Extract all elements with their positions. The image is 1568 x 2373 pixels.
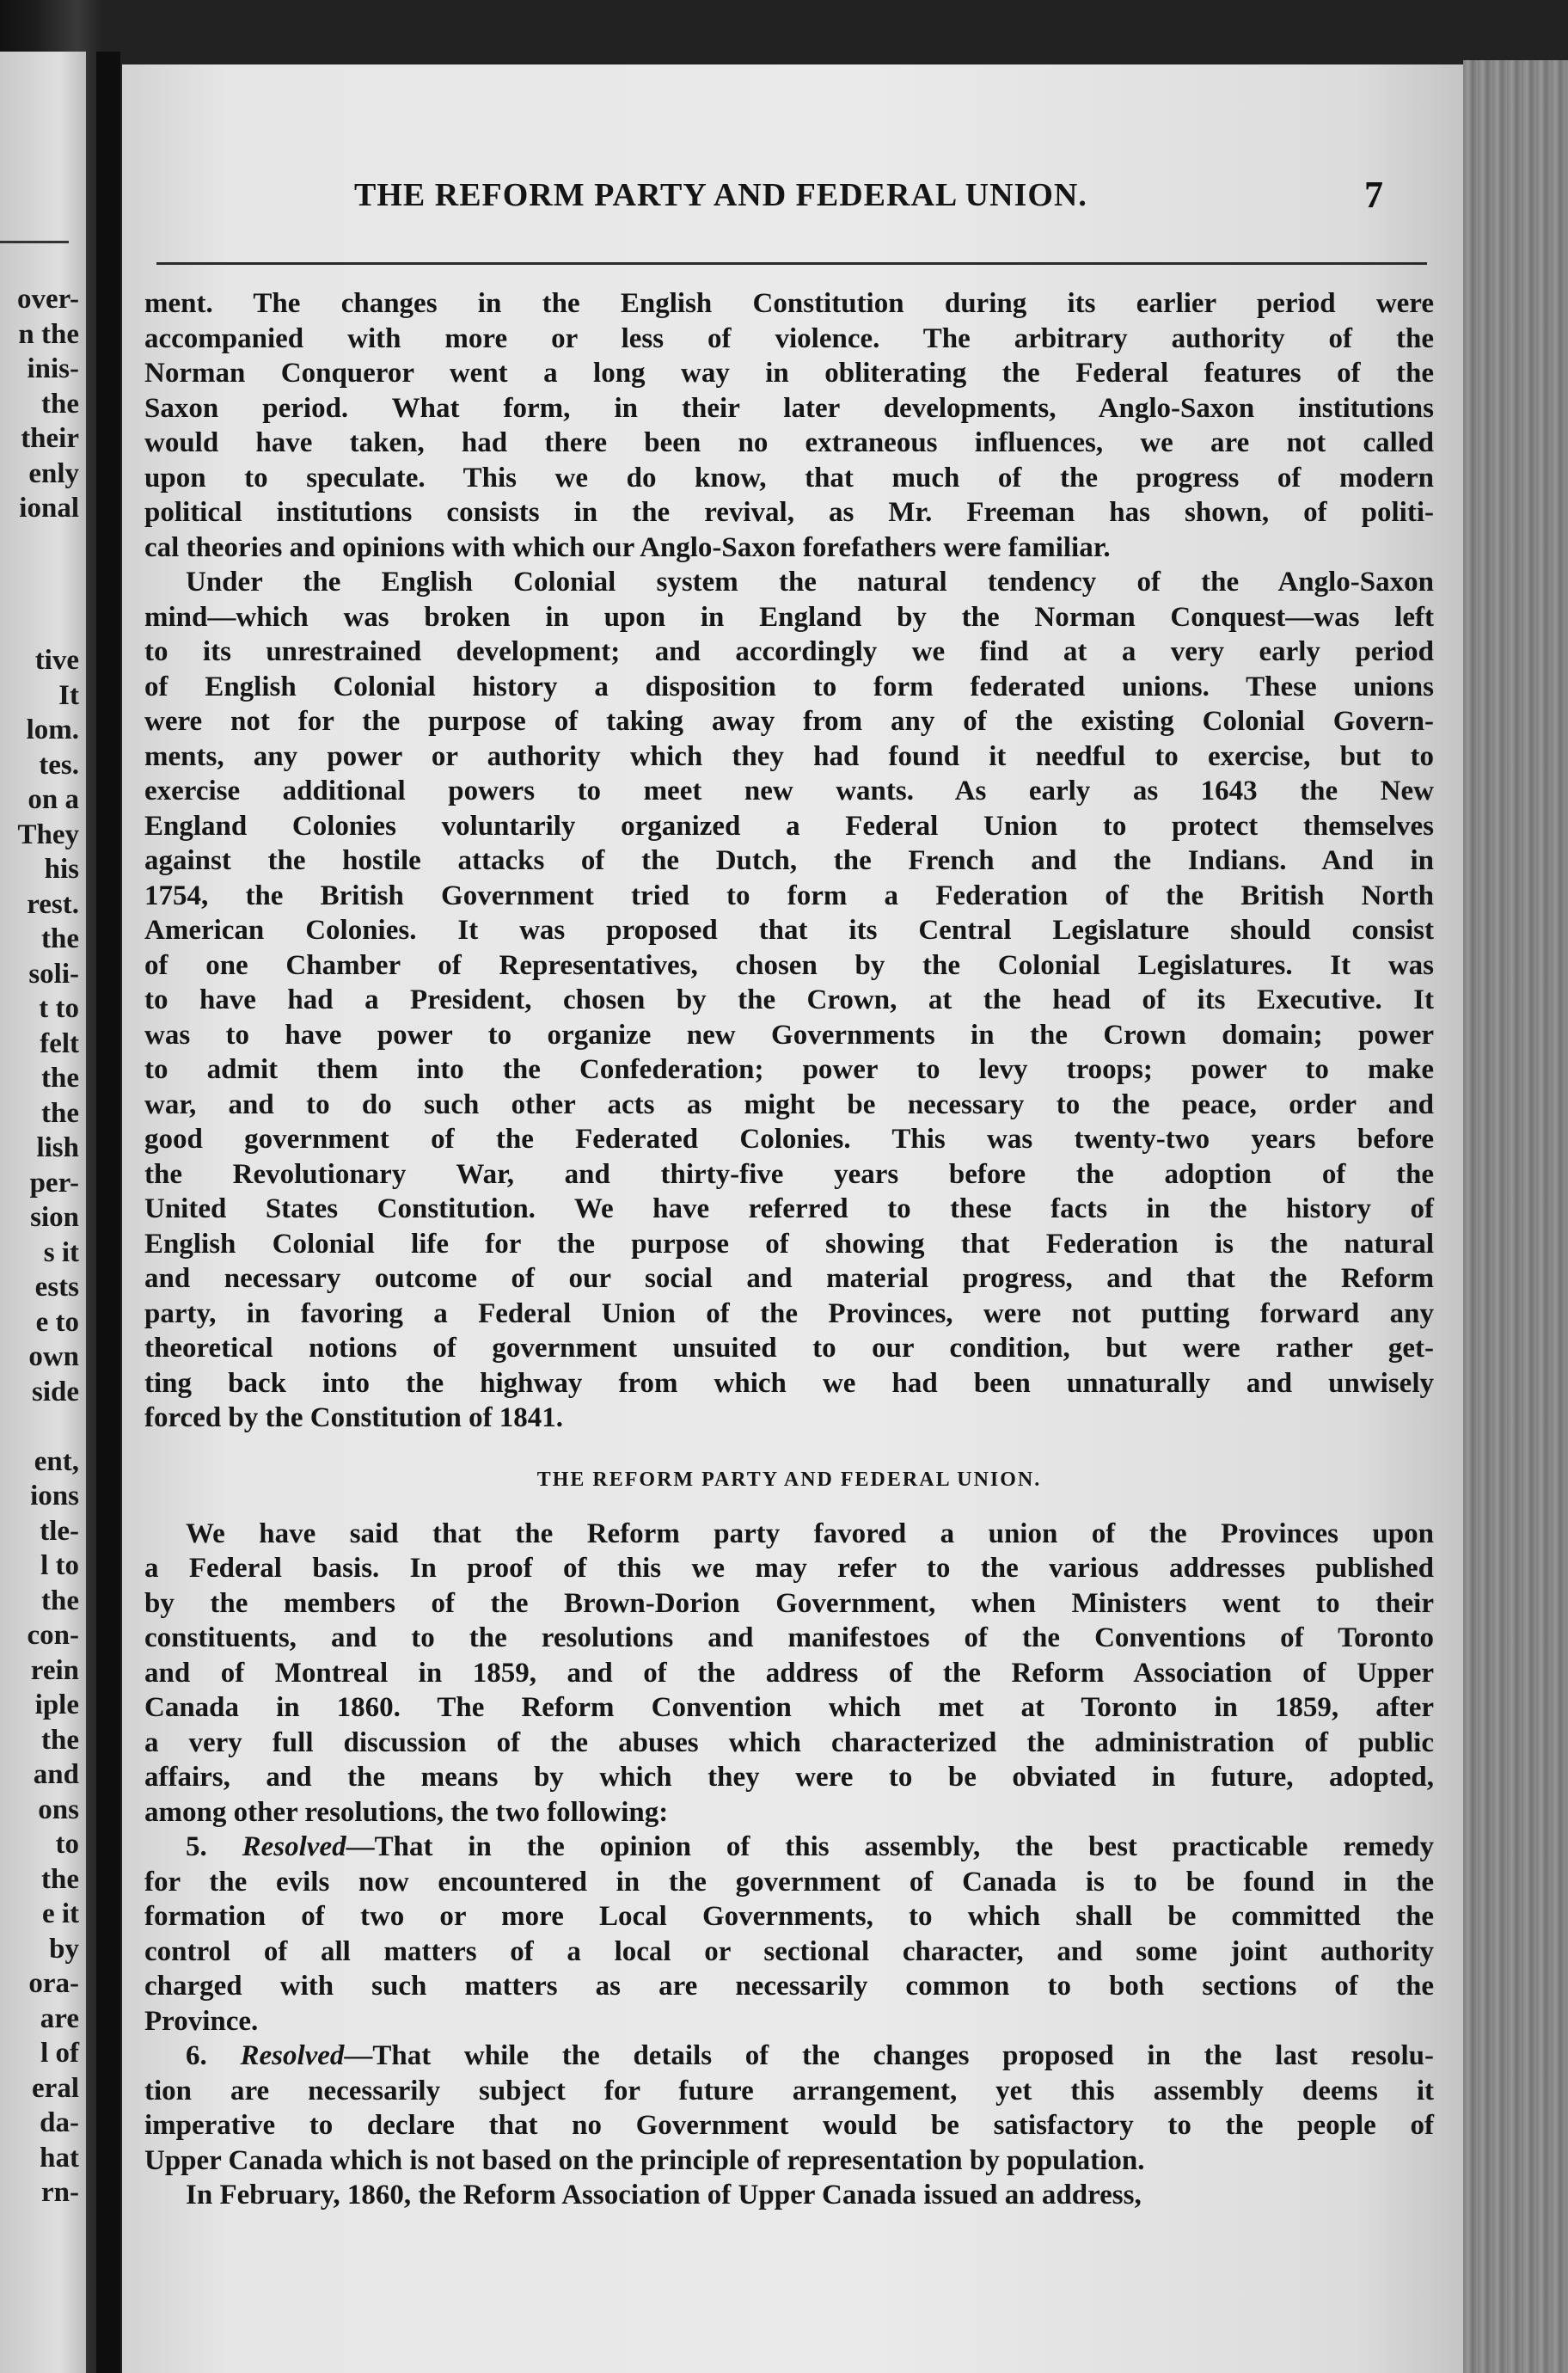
resolution-6-first-text: —That while the details of the changes proposed in the last resolu- [344,2040,1435,2071]
text-line: Canada in 1860. The Reform Convention which met at Toronto in 1859, after [144,1692,1434,1723]
resolution-5-first-line [144,1830,1434,1865]
left-fragment-line: their [21,423,79,454]
text-line: ting back into the highway from which we had been unnaturally and unwisely [144,1367,1434,1399]
page-edge-shadow [1463,60,1568,2373]
text-line: against the hostile attacks of the Dutch, the French and the Indians. And in [144,845,1434,876]
left-fragment-line: ons [38,1794,79,1825]
left-fragment-line: t to [39,993,79,1024]
left-fragment-line: and [33,1759,79,1790]
text-line: We have said that the Reform party favored a union of the Provinces upon [186,1518,1434,1549]
text-line: upon to speculate. This we do know, that much of the progress of modern [144,462,1434,494]
left-fragment-line: the [41,1097,79,1129]
text-line: by the members of the Brown-Dorion Government, when Ministers went to their [144,1587,1434,1619]
text-line: theoretical notions of government unsuited to our condition, but were rather get- [144,1333,1434,1364]
left-fragment-line: e it [41,1898,79,1929]
text-line: constituents, and to the resolutions and manifestoes of the Conventions of Toronto [144,1622,1434,1653]
header-rule [156,262,1427,265]
text-line: English Colonial life for the purpose of showing that Federation is the natural [144,1228,1434,1260]
left-fragment-line: lom. [26,714,79,745]
left-fragment-line: side [31,1376,79,1407]
text-line: a Federal basis. In proof of this we may refer to the various addresses published [144,1553,1434,1584]
left-fragment-line: rein [30,1654,79,1686]
left-fragment-line: con- [27,1620,79,1651]
text-line: American Colonies. It was proposed that its Central Legislature should consist [144,915,1434,946]
left-fragment-line: the [41,1863,79,1895]
text-line: Under the English Colonial system the natural tendency of the Anglo-Saxon [186,567,1434,598]
resolution-5-text [144,1865,1434,2039]
left-page-fragment [0,52,86,2373]
left-fragment-line: ional [19,493,79,524]
left-fragment-line: tes. [39,749,79,781]
text-line: and necessary outcome of our social and material progress, and that the Reform [144,1263,1434,1294]
left-fragment-line: ent, [34,1445,79,1477]
left-fragment-line: rest. [27,888,79,920]
left-fragment-line: per- [29,1167,79,1199]
resolution-5 [144,1830,1434,2039]
left-page-rule [0,241,69,243]
text-line: charged with such matters as are necessarily common to both sections of the [144,1971,1434,2002]
left-fragment-line: own [28,1341,79,1372]
text-line: ments, any power or authority which they had found it needful to exercise, but to [144,740,1434,772]
left-fragment-line: his [44,854,79,885]
left-fragment-line: lish [36,1132,79,1163]
left-fragment-line: ora- [28,1968,79,1999]
text-line: Province. [144,2005,259,2037]
left-fragment-line: l to [40,1550,79,1581]
resolution-6-number: 6. [186,2040,207,2071]
resolution-6 [144,2039,1434,2178]
text-line: to have had a President, chosen by the Crown, at the head of its Executive. It [144,984,1434,1015]
page-header [122,176,1463,228]
left-fragment-line: rn- [41,2177,79,2208]
text-line: to admit them into the Confederation; power to levy troops; power to make [144,1054,1434,1085]
text-line: control of all matters of a local or sectional character, and some joint authority [144,1935,1434,1967]
left-fragment-line: enly [28,457,79,489]
text-line: of one Chamber of Representatives, chosen by the Colonial Legislatures. It was [144,949,1434,981]
text-line: United States Constitution. We have referred to these facts in the history of [144,1193,1434,1224]
text-line: political institutions consists in the revival, as Mr. Freeman has shown, of politi- [144,497,1434,528]
final-line: In February, 1860, the Reform Association of Upper Canada issued an address, [186,2180,1142,2211]
resolution-5-number: 5. [186,1831,207,1862]
text-line: England Colonies voluntarily organized a Federal Union to protect themselves [144,810,1434,842]
left-fragment-line: on a [28,784,79,815]
left-fragment-line: hat [40,2142,79,2174]
text-line: of English Colonial history a disposition to form federated unions. These unions [144,671,1434,702]
text-line: Norman Conqueror went a long way in obliterating the Federal features of the [144,358,1434,389]
text-line: accompanied with more or less of violence. The arbitrary authority of the [144,322,1434,354]
text-line: mind—which was broken in upon in England by the Norman Conquest—was left [144,601,1434,633]
text-line: affairs, and the means by which they were to be obviated in future, adopted, [144,1762,1434,1793]
text-line: was to have power to organize new Governments in the Crown domain; power [144,1019,1434,1051]
left-fragment-line: s it [43,1236,79,1268]
resolution-6-first-line [144,2039,1434,2074]
text-line: to its unrestrained development; and accordingly we find at a very early period [144,636,1434,667]
left-fragment-line: ions [30,1481,79,1511]
left-fragment-line: to [55,1829,79,1860]
page [122,64,1463,2373]
left-fragment-line: They [17,819,79,850]
left-fragment-line: da- [40,2107,79,2138]
resolution-5-label: Resolved [242,1831,346,1862]
page-body [144,286,1434,2213]
text-line: imperative to declare that no Government would be satisfactory to the people of [144,2110,1434,2141]
left-fragment-line: the [41,388,79,420]
text-line: the Revolutionary War, and thirty-five years before the adoption of the [144,1158,1434,1190]
text-line: war, and to do such other acts as might be necessary to the peace, order and [144,1088,1434,1120]
left-fragment-line: It [58,679,79,711]
text-line: party, in favoring a Federal Union of the Provinces, were not putting forward any [144,1297,1434,1329]
text-line: a very full discussion of the abuses which characterized the administration of public [144,1726,1434,1758]
text-line: tion are necessarily subject for future arrangement, yet this assembly deems it [144,2075,1434,2106]
left-fragment-line: tive [34,645,79,676]
left-fragment-line: by [49,1933,79,1965]
left-fragment-line: n the [18,318,79,350]
text-line: would have taken, had there been no extraneous influences, we are not called [144,427,1434,458]
text-line: formation of two or more Local Governments, to which shall be committed the [144,1901,1434,1932]
text-line: cal theories and opinions with which our Anglo-Saxon forefathers were familiar. [144,531,1111,563]
text-line: for the evils now encountered in the government of Canada is to be found in the [144,1866,1434,1898]
page-number: 7 [1364,174,1383,216]
paragraph-3 [144,1517,1434,1830]
text-line: and of Montreal in 1859, and of the address of the Reform Association of Upper [144,1657,1434,1689]
left-fragment-line: inis- [27,353,79,384]
section-title: THE REFORM PARTY AND FEDERAL UNION. [536,1468,1042,1491]
text-line: were not for the purpose of taking away from any of the existing Colonial Govern- [144,706,1434,737]
resolution-6-label: Resolved [240,2040,345,2071]
left-fragment-line: e to [35,1306,79,1338]
paragraph-2 [144,565,1434,1436]
left-fragment-line: iple [34,1689,79,1720]
left-fragment-line: the [41,1063,79,1094]
text-line: Saxon period. What form, in their later developments, Anglo-Saxon institutions [144,392,1434,424]
left-fragment-line: felt [40,1027,79,1059]
left-page-text-top [17,282,79,526]
text-line: forced by the Constitution of 1841. [144,1402,564,1433]
left-page-text-lower [17,643,79,2211]
text-line: good government of the Federated Colonies. This was twenty-two years before [144,1124,1434,1155]
text-line: Upper Canada which is not based on the principle of representation by population. [144,2144,1145,2176]
left-fragment-line: the [41,923,79,954]
text-line: exercise additional powers to meet new wants. As early as 1643 the New [144,776,1434,806]
left-fragment-line: eral [32,2072,79,2104]
left-fragment-line [17,1409,79,1444]
left-fragment-line: tle- [40,1515,79,1547]
text-line: 1754, the British Government tried to form a Federation of the British North [144,880,1434,911]
left-fragment-line: the [41,1724,79,1756]
paragraph-1 [144,286,1434,565]
text-line: ment. The changes in the English Constitution during its earlier period were [144,288,1434,319]
resolution-5-first-text: —That in the opinion of this assembly, the best practicable remedy [346,1831,1434,1862]
book-gutter [96,52,120,2373]
left-fragment-line: soli- [28,958,79,990]
left-fragment-line: l of [40,2038,79,2069]
running-head: THE REFORM PARTY AND FEDERAL UNION. [354,177,1087,213]
left-fragment-line: ests [34,1272,79,1303]
left-fragment-line: sion [30,1202,79,1233]
resolution-6-text [144,2074,1434,2179]
left-fragment-line: the [41,1585,79,1616]
left-fragment-line: over- [16,284,79,315]
left-fragment-line: are [40,2002,79,2034]
text-line: among other resolutions, the two following: [144,1796,669,1828]
